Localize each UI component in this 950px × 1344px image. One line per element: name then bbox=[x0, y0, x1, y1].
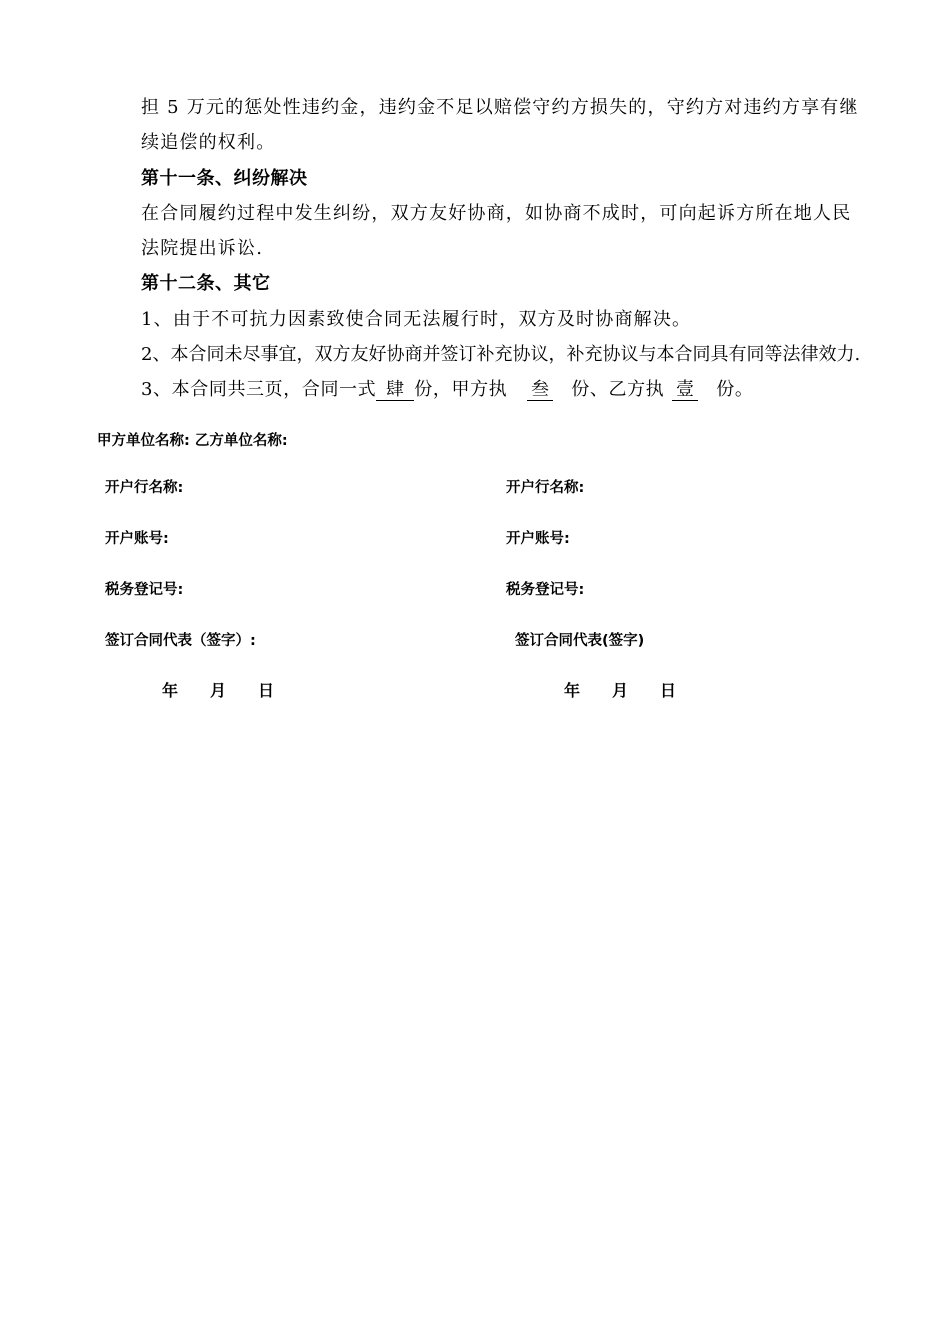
item3-text-1: 3、本合同共三页，合同一式 bbox=[141, 379, 377, 400]
party-b-account-label: 开户账号: bbox=[506, 531, 570, 547]
party-a-tax-label: 税务登记号: bbox=[105, 582, 184, 598]
clause11-heading: 第十一条、纠纷解决 bbox=[141, 168, 308, 189]
party-b-year: 年 bbox=[564, 681, 581, 700]
item3-text-4: 份。 bbox=[716, 379, 754, 400]
item3-text-2: 份，甲方执 bbox=[414, 379, 508, 400]
clause11-line-1: 在合同履约过程中发生纠纷，双方友好协商，如协商不成时，可向起诉方所在地人民 bbox=[141, 203, 852, 224]
party-a-month: 月 bbox=[210, 681, 227, 700]
copies-party-a-field: 叁 bbox=[527, 380, 553, 401]
clause12-heading: 第十二条、其它 bbox=[141, 273, 271, 294]
clause12-item-2: 2、本合同未尽事宜，双方友好协商并签订补充协议，补充协议与本合同具有同等法律效力. bbox=[141, 344, 861, 365]
party-b-bank-label: 开户行名称: bbox=[506, 480, 585, 496]
item3-text-3: 份、乙方执 bbox=[571, 379, 665, 400]
party-b-month: 月 bbox=[612, 681, 629, 700]
party-b-day: 日 bbox=[660, 681, 677, 700]
party-a-year: 年 bbox=[162, 681, 179, 700]
clause12-item-1: 1、由于不可抗力因素致使合同无法履行时，双方及时协商解决。 bbox=[141, 309, 692, 330]
party-b-tax-label: 税务登记号: bbox=[506, 582, 585, 598]
copies-total-field: 肆 bbox=[376, 380, 414, 401]
party-a-account-label: 开户账号: bbox=[105, 531, 169, 547]
party-a-bank-label: 开户行名称: bbox=[105, 480, 184, 496]
parties-header: 甲方单位名称: 乙方单位名称: bbox=[97, 433, 288, 449]
party-a-rep-label: 签订合同代表（签字）: bbox=[105, 633, 256, 649]
clause11-line-2: 法院提出诉讼. bbox=[141, 238, 264, 259]
copies-party-b-field: 壹 bbox=[672, 380, 698, 401]
party-b-rep-label: 签订合同代表(签字) bbox=[515, 633, 645, 649]
clause10-line-1: 担 5 万元的惩处性违约金，违约金不足以赔偿守约方损失的，守约方对违约方享有继 bbox=[141, 97, 859, 118]
clause12-item-3 bbox=[141, 378, 753, 402]
party-a-day: 日 bbox=[258, 681, 275, 700]
clause10-line-2: 续追偿的权利。 bbox=[141, 132, 276, 153]
